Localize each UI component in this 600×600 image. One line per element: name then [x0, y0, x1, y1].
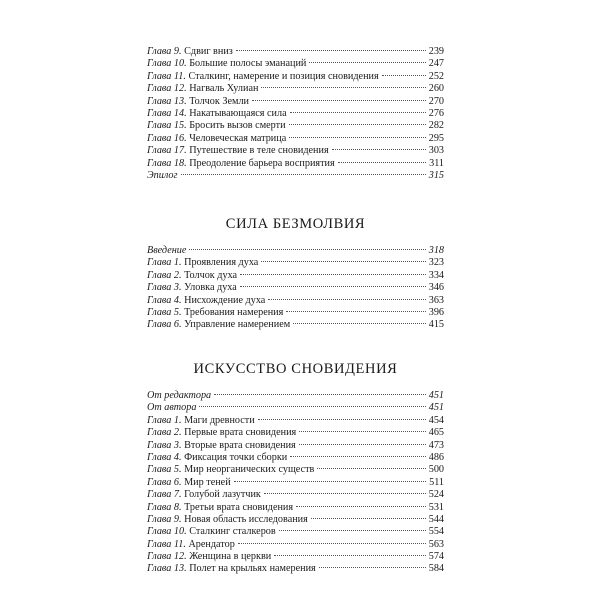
toc-entry-label	[147, 257, 258, 269]
toc-entry-page-number: 574	[428, 551, 444, 563]
toc-entry-label	[147, 307, 283, 319]
toc-entry	[147, 58, 444, 70]
dot-leader	[240, 274, 426, 275]
dot-leader	[296, 506, 426, 507]
dot-leader	[290, 112, 426, 113]
dot-leader	[238, 543, 426, 544]
toc-entry-label	[147, 170, 178, 182]
toc-entry	[147, 452, 444, 464]
toc-entry-label	[147, 502, 293, 514]
toc-entry-title: Сталкинг сталкеров	[189, 526, 276, 538]
toc-entry-prefix: Глава 18.	[147, 157, 187, 169]
dot-leader	[261, 261, 425, 262]
toc-entry	[147, 307, 444, 319]
toc-entry-page-number: 346	[428, 282, 444, 294]
toc-entry-prefix: Глава 4.	[147, 294, 182, 306]
dot-leader	[181, 174, 426, 175]
section-title-iskusstvo-snovideniya: ИСКУССТВО СНОВИДЕНИЯ	[193, 361, 398, 377]
toc-entry-title: Мир теней	[184, 476, 231, 488]
toc-entry-prefix: Глава 2.	[147, 269, 182, 281]
toc-entry-prefix: Глава 12.	[147, 83, 187, 95]
toc-entry-title: Нисхождение духа	[184, 294, 266, 306]
toc-entry-prefix: Глава 13.	[147, 563, 187, 575]
toc-entry-page-number: 239	[428, 46, 444, 57]
toc-entry	[147, 46, 444, 58]
toc-entry-prefix: Глава 6.	[147, 319, 182, 331]
toc-entry-title: Уловка духа	[184, 282, 237, 294]
toc-entry	[147, 440, 444, 452]
toc-entry-label	[147, 133, 286, 145]
toc-entry-label	[147, 526, 276, 538]
toc-entry-page-number: 334	[428, 269, 444, 281]
toc-entry-title: Нагваль Хулиан	[189, 83, 259, 95]
toc-entry-page-number: 295	[428, 132, 444, 144]
toc-entry-label	[147, 282, 237, 294]
toc-entry-label	[147, 158, 335, 170]
toc-entry	[147, 514, 444, 526]
toc-entry-label	[147, 427, 296, 439]
toc-entry-label	[147, 145, 329, 157]
toc-entry-label	[147, 270, 237, 282]
toc-entry-page-number: 315	[428, 169, 444, 181]
toc-entry-page-number: 311	[429, 157, 444, 169]
dot-leader	[338, 162, 426, 163]
toc-entry	[147, 402, 444, 414]
toc-entry-title: Проявления духа	[184, 257, 259, 269]
toc-entry-page-number: 454	[428, 414, 444, 426]
dot-leader	[311, 518, 426, 519]
toc-entry-prefix: Глава 8.	[147, 501, 182, 513]
toc-entry-prefix: Глава 11.	[147, 538, 186, 550]
toc-entry	[147, 83, 444, 95]
toc-entry-page-number: 473	[428, 439, 444, 451]
toc-entry-label	[147, 58, 306, 70]
toc-entry-page-number: 363	[428, 294, 444, 306]
toc-entry-page-number: 524	[428, 489, 444, 501]
dot-leader	[309, 62, 425, 63]
toc-entry-title: Мир неорганических существ	[184, 464, 315, 476]
toc-entry	[147, 257, 444, 269]
toc-entry-label	[147, 464, 314, 476]
toc-entry-page-number: 270	[428, 95, 444, 107]
toc-entry-prefix: Глава 12.	[147, 551, 187, 563]
toc-entry	[147, 133, 444, 145]
toc-entry-prefix: Глава 1.	[147, 414, 182, 426]
toc-entry	[147, 526, 444, 538]
toc-entry-page-number: 531	[428, 501, 444, 513]
toc-entry	[147, 477, 444, 489]
toc-entry-page-number: 323	[428, 257, 444, 269]
dot-leader	[289, 124, 426, 125]
dot-leader	[236, 50, 426, 51]
dot-leader	[214, 394, 426, 395]
toc-entry-title: Фиксация точки сборки	[184, 451, 288, 463]
toc-entry	[147, 120, 444, 132]
toc-entry-page-number: 318	[428, 245, 444, 256]
toc-entry-label	[147, 563, 316, 575]
dot-leader	[299, 444, 426, 445]
toc-entry-label	[147, 71, 379, 83]
toc-list-part1	[147, 46, 444, 182]
toc-entry	[147, 245, 444, 257]
toc-entry-title: Накатывающаяся сила	[189, 107, 287, 119]
toc-entry-title: Маги древности	[184, 414, 255, 426]
dot-leader	[289, 137, 425, 138]
toc-entry-page-number: 303	[428, 145, 444, 157]
toc-entry	[147, 295, 444, 307]
dot-leader	[299, 431, 425, 432]
toc-entry-page-number: 544	[428, 513, 444, 525]
toc-entry	[147, 319, 444, 331]
toc-entry-prefix: Глава 5.	[147, 306, 182, 318]
toc-entry-label	[147, 390, 211, 402]
toc-entry-page-number: 252	[428, 70, 444, 82]
toc-entry-page-number: 451	[428, 402, 444, 414]
toc-entry-label	[147, 108, 287, 120]
toc-entry-prefix: Глава 9.	[147, 46, 182, 57]
toc-entry-title: Сталкинг, намерение и позиция сновидения	[188, 70, 379, 82]
toc-entry	[147, 270, 444, 282]
toc-entry-prefix: Глава 10.	[147, 526, 187, 538]
toc-entry-label	[147, 83, 258, 95]
dot-leader	[317, 468, 425, 469]
section-title-sila-bezmolviya: СИЛА БЕЗМОЛВИЯ	[225, 216, 366, 232]
toc-entry-title: Сдвиг вниз	[184, 46, 233, 57]
toc-entry	[147, 108, 444, 120]
toc-entry-prefix: Глава 7.	[147, 489, 182, 501]
toc-entry-prefix: Глава 17.	[147, 145, 187, 157]
toc-entry	[147, 170, 444, 182]
toc-entry-title: Вторые врата сновидения	[184, 439, 296, 451]
toc-entry	[147, 539, 444, 551]
toc-entry-page-number: 584	[428, 563, 444, 575]
dot-leader	[240, 286, 426, 287]
toc-entry-prefix: Глава 14.	[147, 107, 187, 119]
dot-leader	[234, 481, 426, 482]
toc-entry-page-number: 396	[428, 306, 444, 318]
toc-entry-title: Голубой лазутчик	[184, 489, 261, 501]
toc-entry-prefix: Глава 3.	[147, 282, 182, 294]
toc-entry-page-number: 563	[428, 538, 444, 550]
toc-entry-title: Полет на крыльях намерения	[189, 563, 316, 575]
toc-entry	[147, 563, 444, 575]
dot-leader	[279, 530, 426, 531]
toc-entry-page-number: 451	[428, 390, 444, 401]
dot-leader	[189, 249, 425, 250]
toc-entry-title: Человеческая матрица	[189, 132, 287, 144]
dot-leader	[261, 87, 425, 88]
toc-entry-title: Путешествие в теле сновидения	[189, 145, 329, 157]
toc-entry-title: Женщина в церкви	[189, 551, 272, 563]
toc-entry-title: Требования намерения	[184, 306, 284, 318]
toc-entry-page-number: 247	[428, 58, 444, 70]
toc-list-part2	[147, 245, 444, 332]
toc-entry-prefix: От автора	[147, 402, 197, 414]
toc-entry-label	[147, 489, 261, 501]
toc-entry-title: Толчок духа	[184, 269, 238, 281]
toc-entry	[147, 282, 444, 294]
dot-leader	[264, 493, 426, 494]
toc-entry-prefix: Глава 9.	[147, 513, 182, 525]
toc-entry-prefix: Глава 5.	[147, 464, 182, 476]
toc-entry-page-number: 486	[428, 451, 444, 463]
toc-entry-label	[147, 295, 265, 307]
dot-leader	[258, 419, 426, 420]
dot-leader	[252, 100, 426, 101]
toc-entry-title: Большие полосы эманаций	[189, 58, 307, 70]
toc-entry-label	[147, 96, 249, 108]
toc-entry	[147, 489, 444, 501]
toc-entry	[147, 158, 444, 170]
toc-entry-page-number: 465	[428, 427, 444, 439]
toc-entry-prefix: Глава 15.	[147, 120, 187, 132]
toc-entry-title: Первые врата сновидения	[184, 427, 297, 439]
toc-entry-page-number: 500	[428, 464, 444, 476]
toc-entry	[147, 145, 444, 157]
dot-leader	[293, 323, 426, 324]
toc-entry-prefix: От редактора	[147, 390, 212, 401]
dot-leader	[290, 456, 425, 457]
toc-entry-label	[147, 245, 186, 257]
toc-entry	[147, 502, 444, 514]
toc-entry-title: Управление намерением	[184, 319, 291, 331]
toc-entry	[147, 427, 444, 439]
toc-entry-prefix: Глава 11.	[147, 70, 186, 82]
toc-entry-title: Бросить вызов смерти	[189, 120, 286, 132]
dot-leader	[382, 75, 426, 76]
dot-leader	[319, 567, 426, 568]
toc-entry-label	[147, 539, 235, 551]
toc-entry-label	[147, 319, 290, 331]
toc-entry	[147, 390, 444, 402]
toc-entry-title: Преодоление барьера восприятия	[189, 157, 335, 169]
toc-entry-page-number: 511	[429, 476, 444, 488]
toc-entry-prefix: Глава 13.	[147, 95, 187, 107]
toc-entry	[147, 415, 444, 427]
toc-entry-label	[147, 402, 196, 414]
toc-entry-label	[147, 477, 231, 489]
toc-entry-prefix: Глава 1.	[147, 257, 182, 269]
toc-entry-label	[147, 452, 287, 464]
toc-entry-label	[147, 551, 271, 563]
toc-entry-prefix: Глава 3.	[147, 439, 182, 451]
toc-entry	[147, 551, 444, 563]
dot-leader	[332, 149, 426, 150]
toc-list-part3	[147, 390, 444, 576]
toc-entry-page-number: 260	[428, 83, 444, 95]
toc-entry	[147, 464, 444, 476]
dot-leader	[199, 406, 425, 407]
toc-entry-label	[147, 120, 286, 132]
toc-entry-prefix: Эпилог	[147, 169, 178, 181]
toc-entry-label	[147, 514, 308, 526]
toc-entry-page-number: 276	[428, 107, 444, 119]
dot-leader	[274, 555, 425, 556]
toc-entry-page-number: 415	[428, 319, 444, 331]
toc-entry-title: Третьи врата сновидения	[184, 501, 294, 513]
toc-entry-title: Новая область исследования	[184, 513, 308, 525]
toc-entry-page-number: 282	[428, 120, 444, 132]
toc-entry-label	[147, 46, 233, 58]
dot-leader	[286, 311, 425, 312]
toc-entry-prefix: Глава 16.	[147, 132, 187, 144]
toc-entry-prefix: Глава 10.	[147, 58, 187, 70]
toc-entry	[147, 71, 444, 83]
toc-entry-label	[147, 440, 296, 452]
toc-entry-prefix: Глава 6.	[147, 476, 182, 488]
toc-entry	[147, 96, 444, 108]
toc-entry-prefix: Глава 4.	[147, 451, 182, 463]
dot-leader	[268, 299, 425, 300]
toc-entry-prefix: Глава 2.	[147, 427, 182, 439]
toc-entry-prefix: Введение	[147, 245, 187, 256]
toc-entry-page-number: 554	[428, 526, 444, 538]
toc-entry-label	[147, 415, 255, 427]
toc-entry-title: Арендатор	[188, 538, 235, 550]
toc-entry-title: Толчок Земли	[189, 95, 250, 107]
